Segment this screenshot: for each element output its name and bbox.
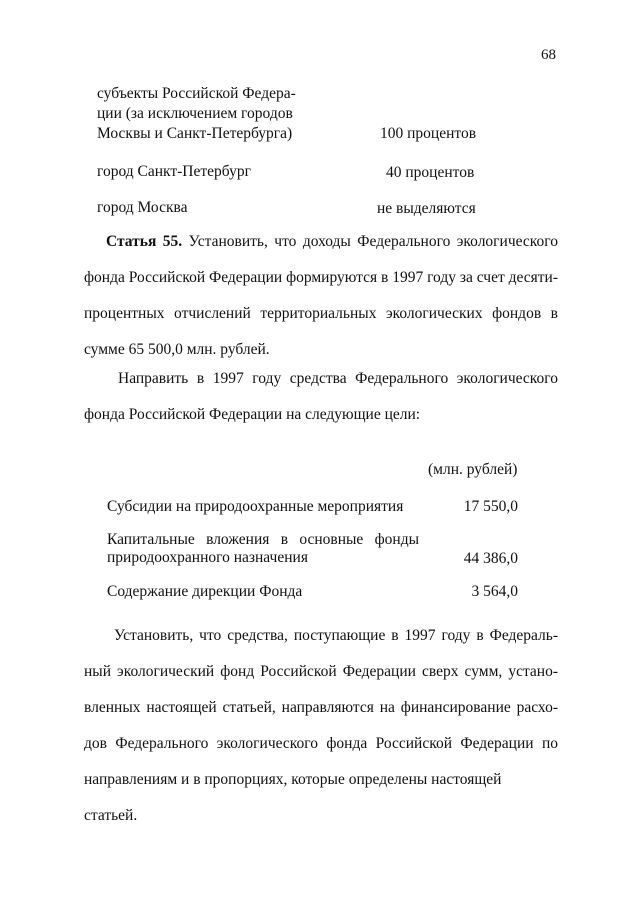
article-paragraph: Статья 55. Установить, что доходы Федерального экологического фонда Российской Федерации формируются в 1997 году за счет десяти- процентных отчислений территориальных экологических фондов в сумме 65 500,0 млн. рублей. <box>84 233 559 358</box>
page-number: 68 <box>541 47 556 63</box>
distribution-label-subjects: субъекты Российской Федера- ции (за исключением городов Москвы и Санкт-Петербурга) <box>97 85 296 142</box>
expenditure-value: 17 550,0 <box>463 498 518 515</box>
distribution-value-moscow: не выделяются <box>377 200 476 217</box>
article-heading: Статья 55. <box>106 233 183 250</box>
expenditure-value: 44 386,0 <box>463 550 518 567</box>
expenditure-label: Капитальные вложения в основные фонды природоохранного назначения <box>107 531 419 566</box>
distribution-label-moscow: город Москва <box>97 199 188 216</box>
direction-paragraph: Направить в 1997 году средства Федерального экологического фонда Российской Федерации на следующие цели: <box>84 370 558 423</box>
expenditure-value: 3 564,0 <box>471 583 518 600</box>
distribution-value-spb: 40 процентов <box>386 164 475 181</box>
expenditure-label: Субсидии на природоохранные мероприятия <box>107 498 404 515</box>
units-label: (млн. рублей) <box>428 461 518 478</box>
distribution-value-subjects: 100 процентов <box>380 125 477 142</box>
distribution-label-spb: город Санкт-Петербург <box>97 163 251 180</box>
closing-paragraph: Установить, что средства, поступающие в 1997 году в Федераль- ный экологический фонд Российской Федерации сверх сумм, устано- вленных настоящей статьей, направляются на финансирование расхо- дов Федерального экологического фонда Российской Федерации по направлениям и в пропорциях, которые определены настоящей статьей. <box>84 627 558 824</box>
expenditure-label: Содержание дирекции Фонда <box>107 583 303 600</box>
